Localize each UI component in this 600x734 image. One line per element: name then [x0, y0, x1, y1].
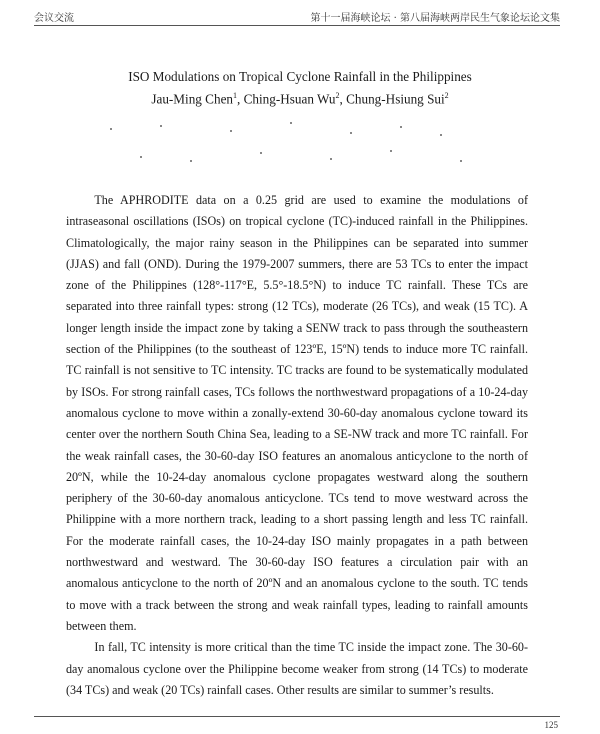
- abstract-body: [66, 190, 528, 701]
- paper-title: ISO Modulations on Tropical Cyclone Rainfall in the Philippines: [128, 69, 472, 84]
- abstract-paragraph: In fall, TC intensity is more critical than the time TC inside the impact zone. The 30-60-day anomalous cyclone over the Philippine become weaker from strong (14 TCs) to moderate (34 TCs) and weak (20 TCs) rainfall cases. Other results are similar to summer’s results.: [66, 640, 528, 697]
- page-number: 125: [544, 720, 558, 730]
- header-proceedings-title: 第十一届海峡论坛 · 第八届海峡两岸民生气象论坛论文集: [310, 13, 560, 24]
- author-line: Jau-Ming Chen$^1$, Ching-Hsuan Wu$^2$, Chung-Hsiung Sui$^2$: [151, 91, 449, 107]
- author-name: Chung-Hsiung Sui: [346, 91, 445, 107]
- author-affiliation-mark: 2: [335, 91, 340, 100]
- author-name: Jau-Ming Chen: [151, 91, 234, 107]
- author-affiliation-mark: 1: [233, 91, 238, 100]
- header-section-label: 会议交流: [34, 13, 74, 24]
- footer-rule: [34, 716, 560, 717]
- scan-artifacts: [100, 120, 500, 170]
- author-affiliation-mark: 2: [444, 91, 449, 100]
- author-name: Ching-Hsuan Wu: [243, 91, 336, 107]
- abstract-paragraph: The APHRODITE data on a 0.25 grid are used to examine the modulations of intraseasonal oscillations (ISOs) on tropical cyclone (TC)-induced rainfall in the Philippines. Climatologically, the major rainy season in the Philippines can be separated into summer (JJAS) and fall (OND). During the 1979-2007 summers, there are 53 TCs to enter the impact zone of the Philippines (128°-117°E, 5.5°-18.5°N) to induce TC rainfall. These TCs are separated into three rainfall types: strong (12 TCs), moderate (26 TCs), and weak (15 TC). A longer length inside the impact zone by taking a SENW track to pass through the southeastern section of the Philippines (to the southeast of 123ºE, 15ºN) tends to induce more TC rainfall. TC rainfall is not sensitive to TC intensity. TC tracks are found to be systematically modulated by ISOs. For strong rainfall cases, TCs follows the northwestward propagations of a 10-24-day anomalous cyclone to move within a zonally-extend 30-60-day anomalous cyclone toward its center over the northern South China Sea, leading to a SE-NW track and more TC rainfall. For the weak rainfall cases, the 30-60-day ISO features an anomalous anticyclone to the north of 20ºN, while the 10-24-day anomalous cyclone propagates westward along the southern periphery of the 30-60-day anomalous anticyclone. TCs tend to move westward across the Philippine with a more northern track, leading to a short passing length and less TC rainfall. For the moderate rainfall cases, the 10-24-day ISO mainly propagates in a path between northwestward and westward. The 30-60-day ISO features a circulation pair with an anomalous anticyclone to the north of 20ºN and an anomalous cyclone to the south. TC tends to move with a track between the strong and weak rainfall types, leading to rainfall amounts between them.: [66, 193, 528, 633]
- header-rule: [34, 25, 560, 26]
